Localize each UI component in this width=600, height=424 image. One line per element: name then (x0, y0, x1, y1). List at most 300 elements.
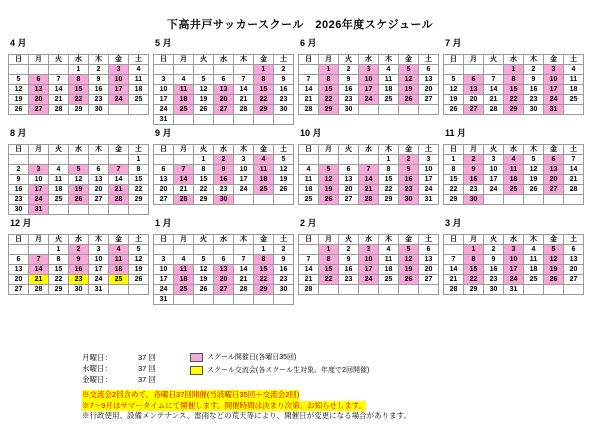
empty-day-cell (234, 65, 254, 75)
day-cell: 20 (464, 95, 484, 105)
month-calendar-table (443, 54, 584, 115)
month-title: 5 月 (155, 38, 172, 48)
day-cell: 24 (154, 285, 174, 295)
weekday-header-cell: 金 (254, 235, 274, 245)
day-cell: 25 (174, 105, 194, 115)
day-cell: 20 (214, 275, 234, 285)
day-cell: 9 (339, 75, 359, 85)
month-tick (8, 139, 28, 144)
day-cell: 28 (234, 285, 254, 295)
day-cell: 19 (399, 265, 419, 275)
day-cell: 7 (359, 165, 379, 175)
month-tick (543, 229, 563, 234)
day-cell: 7 (484, 75, 504, 85)
day-cell: 31 (504, 285, 524, 295)
weekday-header-cell: 火 (484, 145, 504, 155)
weekday-header-cell: 日 (444, 235, 464, 245)
empty-day-cell (29, 245, 49, 255)
day-cell: 3 (154, 75, 174, 85)
day-cell: 6 (29, 75, 49, 85)
month-tick (443, 139, 463, 144)
day-cell: 31 (154, 295, 174, 305)
day-cell: 22 (504, 95, 524, 105)
weekday-header-cell: 土 (564, 55, 584, 65)
weekday-header-cell: 土 (129, 55, 149, 65)
month-tick (193, 229, 213, 234)
day-cell: 30 (214, 195, 234, 205)
month-tick-row (443, 229, 584, 234)
month-block (8, 218, 149, 305)
weekday-header-cell: 金 (544, 235, 564, 245)
day-cell: 28 (109, 195, 129, 205)
day-cell: 22 (254, 95, 274, 105)
weekday-header-cell: 金 (109, 145, 129, 155)
day-cell: 25 (174, 285, 194, 295)
month-tick (8, 229, 28, 234)
day-cell: 13 (419, 75, 439, 85)
day-cell: 9 (9, 175, 29, 185)
day-cell: 25 (379, 275, 399, 285)
week-row (444, 95, 584, 105)
weekday-header-cell: 月 (319, 55, 339, 65)
legend-counts (82, 352, 156, 385)
month-tick (298, 139, 318, 144)
week-row (154, 85, 294, 95)
month-tick (88, 139, 108, 144)
month-tick-row (8, 49, 149, 54)
day-cell: 19 (524, 175, 544, 185)
day-cell: 28 (29, 285, 49, 295)
day-cell: 1 (194, 155, 214, 165)
day-cell: 9 (69, 255, 89, 265)
month-tick (503, 229, 523, 234)
empty-day-cell (214, 295, 234, 305)
notes-block (82, 390, 522, 422)
month-title: 3 月 (445, 218, 462, 228)
day-cell: 15 (254, 265, 274, 275)
day-cell: 31 (89, 285, 109, 295)
day-cell: 28 (484, 105, 504, 115)
day-cell: 8 (464, 255, 484, 265)
day-cell: 12 (544, 255, 564, 265)
day-cell: 26 (69, 195, 89, 205)
day-cell: 26 (444, 105, 464, 115)
empty-day-cell (359, 105, 379, 115)
weekday-header-cell: 火 (49, 55, 69, 65)
empty-day-cell (464, 65, 484, 75)
month-tick (398, 229, 418, 234)
day-cell: 16 (399, 175, 419, 185)
month-tick (253, 229, 273, 234)
day-cell: 4 (299, 165, 319, 175)
month-calendar-table (443, 234, 584, 295)
day-cell: 6 (339, 165, 359, 175)
day-cell: 13 (9, 265, 29, 275)
month-tick (233, 49, 253, 54)
day-cell: 26 (399, 95, 419, 105)
day-cell: 27 (544, 185, 564, 195)
day-cell: 26 (194, 105, 214, 115)
day-cell: 10 (359, 75, 379, 85)
weekday-header-row (444, 55, 584, 65)
day-cell: 29 (504, 105, 524, 115)
day-cell: 19 (274, 175, 294, 185)
month-calendar-table (8, 144, 149, 215)
day-cell: 15 (444, 175, 464, 185)
month-tick (273, 139, 293, 144)
week-row (9, 195, 149, 205)
day-cell: 13 (419, 255, 439, 265)
week-row (299, 155, 439, 165)
empty-day-cell (254, 115, 274, 125)
day-cell: 15 (379, 175, 399, 185)
day-cell: 23 (9, 195, 29, 205)
month-block (443, 218, 584, 305)
day-cell: 10 (484, 165, 504, 175)
legend-count-label: 月曜日： (82, 353, 112, 362)
weekday-header-cell: 金 (254, 55, 274, 65)
day-cell: 14 (299, 85, 319, 95)
month-tick (153, 49, 173, 54)
day-cell: 11 (49, 175, 69, 185)
week-row (154, 295, 294, 305)
legend-count-value: 37 回 (138, 364, 156, 373)
week-row (9, 275, 149, 285)
week-row (299, 265, 439, 275)
week-row (444, 255, 584, 265)
empty-day-cell (544, 195, 564, 205)
legend-key-label: スクール開催日(各曜日35回) (207, 354, 297, 361)
month-tick (128, 49, 148, 54)
month-tick (463, 229, 483, 234)
month-tick (463, 139, 483, 144)
day-cell: 28 (299, 285, 319, 295)
day-cell: 30 (9, 205, 29, 215)
empty-day-cell (194, 115, 214, 125)
weekday-header-row (444, 145, 584, 155)
day-cell: 17 (89, 265, 109, 275)
week-row (444, 65, 584, 75)
day-cell: 13 (214, 85, 234, 95)
day-cell: 21 (174, 185, 194, 195)
day-cell: 13 (89, 175, 109, 185)
day-cell: 1 (319, 245, 339, 255)
month-tick (483, 49, 503, 54)
month-tick (318, 49, 338, 54)
empty-day-cell (504, 195, 524, 205)
legend-count-label: 水曜日： (82, 364, 112, 373)
day-cell: 30 (399, 195, 419, 205)
week-row (9, 255, 149, 265)
day-cell: 10 (154, 265, 174, 275)
day-cell: 14 (49, 85, 69, 95)
day-cell: 3 (234, 155, 254, 165)
day-cell: 17 (154, 95, 174, 105)
day-cell: 14 (564, 165, 584, 175)
week-row (9, 185, 149, 195)
month-tick (418, 49, 438, 54)
note-line: ※7～9月はサマータイムにて開催します。開催時間は決まり次第、お知らせします。 (82, 400, 367, 410)
day-cell: 22 (319, 95, 339, 105)
week-row (154, 115, 294, 125)
day-cell: 17 (234, 175, 254, 185)
day-cell: 22 (254, 275, 274, 285)
weekday-header-cell: 日 (154, 55, 174, 65)
day-cell: 18 (49, 185, 69, 195)
month-block (298, 128, 439, 215)
week-row (154, 105, 294, 115)
empty-day-cell (254, 295, 274, 305)
day-cell: 18 (129, 85, 149, 95)
day-cell: 5 (399, 245, 419, 255)
day-cell: 3 (484, 155, 504, 165)
empty-day-cell (419, 285, 439, 295)
day-cell: 30 (89, 105, 109, 115)
empty-day-cell (174, 245, 194, 255)
month-calendar-table (298, 54, 439, 115)
day-cell: 20 (29, 95, 49, 105)
weekday-header-cell: 土 (419, 55, 439, 65)
day-cell: 7 (49, 75, 69, 85)
day-cell: 19 (69, 185, 89, 195)
week-row (9, 205, 149, 215)
month-tick (48, 49, 68, 54)
day-cell: 10 (29, 175, 49, 185)
day-cell: 30 (274, 285, 294, 295)
month-tick (338, 139, 358, 144)
week-row (154, 255, 294, 265)
day-cell: 12 (194, 85, 214, 95)
week-row (9, 265, 149, 275)
day-cell: 2 (274, 245, 294, 255)
day-cell: 29 (464, 285, 484, 295)
day-cell: 14 (484, 85, 504, 95)
weekday-header-cell: 水 (69, 55, 89, 65)
legend-count-row (82, 352, 156, 363)
day-cell: 21 (29, 275, 49, 285)
week-row (9, 65, 149, 75)
weekday-header-cell: 日 (154, 145, 174, 155)
day-cell: 24 (484, 185, 504, 195)
week-row (154, 195, 294, 205)
day-cell: 20 (339, 185, 359, 195)
empty-day-cell (174, 65, 194, 75)
day-cell: 17 (544, 85, 564, 95)
month-title: 1 月 (155, 218, 172, 228)
weekday-header-cell: 土 (564, 235, 584, 245)
day-cell: 22 (129, 185, 149, 195)
day-cell: 9 (214, 165, 234, 175)
day-cell: 7 (234, 75, 254, 85)
empty-day-cell (69, 205, 89, 215)
day-cell: 4 (504, 155, 524, 165)
empty-day-cell (274, 195, 294, 205)
empty-day-cell (109, 155, 129, 165)
month-tick (378, 139, 398, 144)
day-cell: 21 (564, 175, 584, 185)
month-tick (463, 49, 483, 54)
month-tick (358, 139, 378, 144)
day-cell: 14 (29, 265, 49, 275)
day-cell: 19 (444, 95, 464, 105)
empty-day-cell (299, 245, 319, 255)
day-cell: 27 (419, 95, 439, 105)
legend-key-item (190, 365, 369, 375)
day-cell: 18 (109, 265, 129, 275)
day-cell: 1 (49, 245, 69, 255)
month-title: 2 月 (300, 218, 317, 228)
week-row (154, 245, 294, 255)
day-cell: 24 (29, 195, 49, 205)
empty-day-cell (129, 105, 149, 115)
weekday-header-cell: 金 (544, 55, 564, 65)
day-cell: 8 (254, 75, 274, 85)
weekday-header-cell: 火 (194, 55, 214, 65)
day-cell: 6 (9, 255, 29, 265)
month-title: 9 月 (155, 128, 172, 138)
day-cell: 15 (504, 85, 524, 95)
month-tick (173, 49, 193, 54)
day-cell: 12 (9, 85, 29, 95)
day-cell: 27 (564, 275, 584, 285)
weekday-header-cell: 火 (339, 55, 359, 65)
month-tick (273, 49, 293, 54)
day-cell: 23 (214, 185, 234, 195)
day-cell: 18 (564, 85, 584, 95)
day-cell: 20 (419, 85, 439, 95)
day-cell: 1 (319, 65, 339, 75)
day-cell: 3 (544, 65, 564, 75)
day-cell: 11 (379, 75, 399, 85)
day-cell: 24 (154, 105, 174, 115)
month-calendar-table (153, 144, 294, 205)
day-cell: 2 (89, 65, 109, 75)
month-tick (213, 139, 233, 144)
month-tick (108, 49, 128, 54)
week-row (444, 265, 584, 275)
empty-day-cell (339, 155, 359, 165)
month-tick-row (153, 139, 294, 144)
day-cell: 28 (444, 285, 464, 295)
empty-day-cell (49, 155, 69, 165)
month-calendar-table (153, 54, 294, 125)
day-cell: 27 (339, 195, 359, 205)
legend-count-row (82, 374, 156, 385)
month-tick (398, 49, 418, 54)
week-row (154, 75, 294, 85)
week-row (9, 155, 149, 165)
day-cell: 13 (29, 85, 49, 95)
week-row (444, 105, 584, 115)
weekday-header-cell: 木 (524, 55, 544, 65)
weekday-header-cell: 金 (399, 235, 419, 245)
day-cell: 4 (109, 245, 129, 255)
day-cell: 14 (359, 175, 379, 185)
empty-day-cell (484, 65, 504, 75)
day-cell: 13 (339, 175, 359, 185)
empty-day-cell (254, 195, 274, 205)
day-cell: 4 (379, 245, 399, 255)
empty-day-cell (379, 105, 399, 115)
day-cell: 1 (444, 155, 464, 165)
day-cell: 21 (359, 185, 379, 195)
day-cell: 3 (154, 255, 174, 265)
weekday-header-cell: 月 (29, 145, 49, 155)
month-tick (88, 229, 108, 234)
day-cell: 9 (274, 255, 294, 265)
weekday-header-cell: 土 (129, 145, 149, 155)
weekday-header-cell: 火 (484, 235, 504, 245)
day-cell: 3 (504, 245, 524, 255)
month-block (8, 128, 149, 215)
day-cell: 18 (174, 95, 194, 105)
month-tick (108, 229, 128, 234)
month-title: 6 月 (300, 38, 317, 48)
day-cell: 3 (29, 165, 49, 175)
day-cell: 12 (129, 255, 149, 265)
day-cell: 7 (174, 165, 194, 175)
month-tick (128, 229, 148, 234)
legend-key-label: スクール交流会(各スクール生対象、年度で2回開催) (207, 367, 370, 374)
weekday-header-cell: 木 (379, 145, 399, 155)
day-cell: 24 (234, 185, 254, 195)
weekday-header-cell: 水 (214, 55, 234, 65)
weekday-header-cell: 水 (359, 55, 379, 65)
weekday-header-cell: 月 (464, 145, 484, 155)
weekday-header-cell: 土 (419, 145, 439, 155)
day-cell: 11 (254, 165, 274, 175)
day-cell: 30 (339, 105, 359, 115)
week-row (299, 185, 439, 195)
day-cell: 21 (484, 95, 504, 105)
day-cell: 15 (319, 85, 339, 95)
weekday-header-row (9, 145, 149, 155)
weekday-header-cell: 土 (129, 235, 149, 245)
weekday-header-cell: 水 (69, 145, 89, 155)
week-row (299, 285, 439, 295)
empty-day-cell (214, 245, 234, 255)
weekday-header-row (299, 145, 439, 155)
day-cell: 7 (29, 255, 49, 265)
week-row (444, 165, 584, 175)
day-cell: 24 (504, 275, 524, 285)
empty-day-cell (379, 285, 399, 295)
day-cell: 19 (319, 185, 339, 195)
weekday-header-cell: 土 (274, 235, 294, 245)
empty-day-cell (399, 285, 419, 295)
day-cell: 3 (359, 65, 379, 75)
weekday-header-cell: 日 (299, 235, 319, 245)
month-block (443, 38, 584, 125)
day-cell: 11 (299, 175, 319, 185)
week-row (154, 175, 294, 185)
month-tick (298, 49, 318, 54)
day-cell: 2 (399, 155, 419, 165)
empty-day-cell (234, 195, 254, 205)
week-row (154, 285, 294, 295)
day-cell: 26 (524, 185, 544, 195)
month-tick (418, 139, 438, 144)
day-cell: 28 (359, 195, 379, 205)
day-cell: 28 (299, 105, 319, 115)
month-tick (443, 49, 463, 54)
weekday-header-cell: 木 (234, 55, 254, 65)
week-row (154, 275, 294, 285)
month-block (153, 38, 294, 125)
day-cell: 5 (274, 155, 294, 165)
weekday-header-row (444, 235, 584, 245)
day-cell: 2 (9, 165, 29, 175)
